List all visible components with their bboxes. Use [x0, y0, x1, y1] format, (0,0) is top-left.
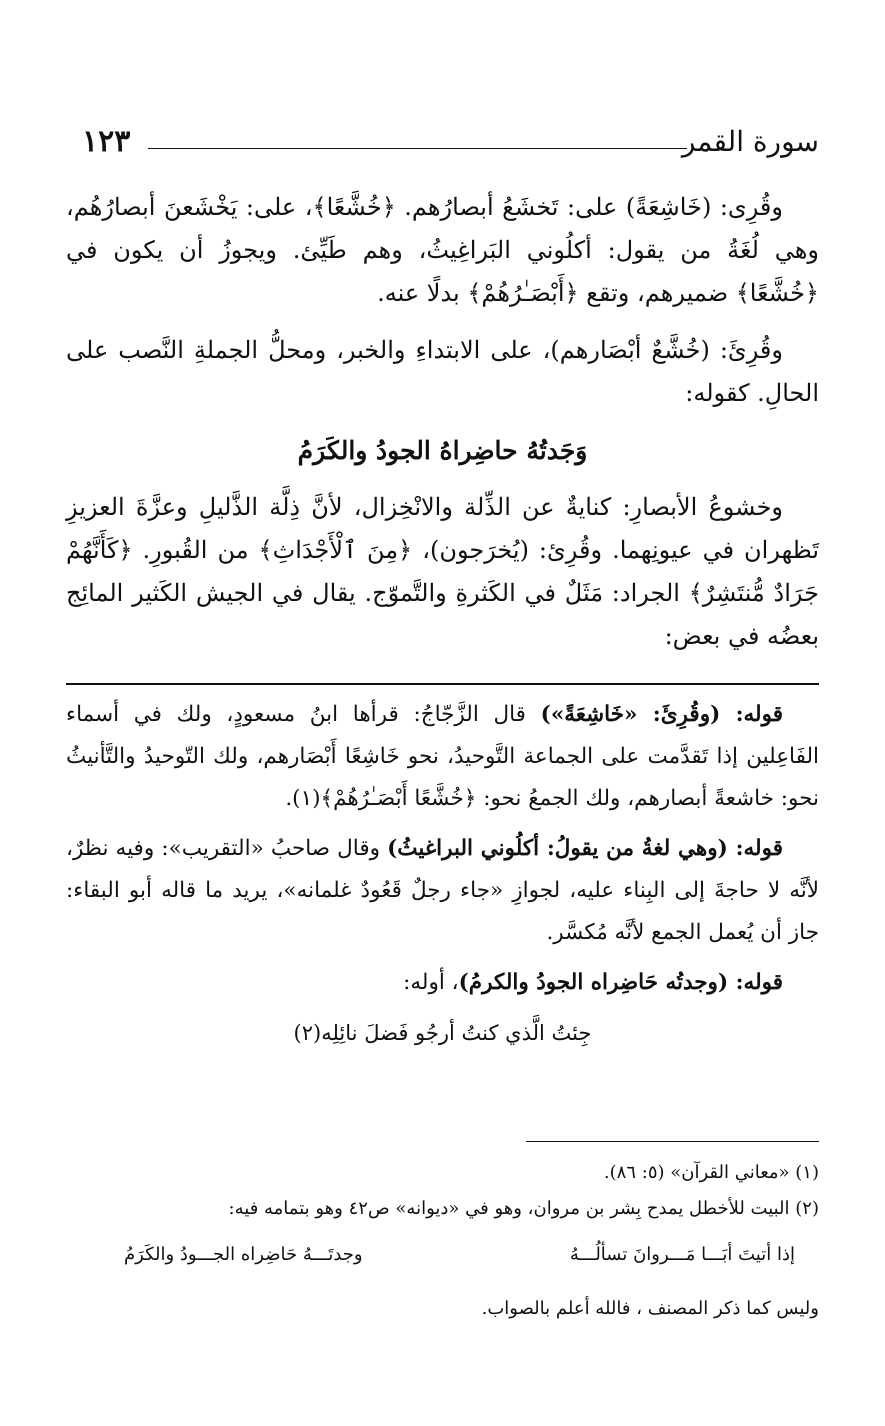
surah-title: سورة القمر [681, 125, 819, 158]
commentary-body-2: وقال صاحبُ «التقريب»: وفيه نظرٌ، لأنَّه لا حاجةَ إلى البِناء عليه، لجوازِ «جاء رجلٌ قَعُودٌ غلمانه»، يريد ما قاله أبو البقاء: جاز أن يُعمل الجمع لأنَّه مُكسَّر. [66, 836, 819, 945]
commentary-paragraph-2 [66, 828, 819, 954]
footnote-closing: وليس كما ذكر المصنف ، فالله أعلم بالصواب. [481, 1298, 819, 1319]
commentary-lead-2: قوله: (وهي لغةُ من يقولُ: أكلُوني البراغيثُ) [387, 836, 783, 861]
commentary-lead-3: قوله: (وجدتُه حَاضِراه الجودُ والكرمُ) [458, 970, 783, 995]
header-rule [148, 148, 687, 149]
main-paragraph-1: وقُرِى: (خَاشِعَةً) على: تَخشَعُ أبصارُهم. ﴿خُشَّعًا﴾، على: يَخْشَعنَ أبصارُهُم، وهي لُغَةُ من يقول: أكلُوني البَراغِيثُ، وهم طَيِّئ. ويجوزُ أن يكون في ﴿خُشَّعًا﴾ ضميرهم، وتقع ﴿أَبْصَـٰرُهُمْ﴾ بدلًا عنه. [66, 193, 819, 307]
quoted-verse: وَجَدتُهُ حاضِراهُ الجودُ والكَرَمُ [297, 436, 588, 465]
commentary-body-3: ، أوله: [403, 970, 459, 995]
commentary [66, 694, 819, 1054]
footnote-verse-second-hemistich: وجدتَـــهُ حَاضِراه الجـــودُ والكَرَمُ [124, 1244, 363, 1265]
main-paragraph-2: وقُرِئَ: (خُشَّعٌ أبْصَارهم)، على الابتداءِ والخبر، ومحلُّ الجملةِ النَّصب على الحالِ. كقوله: [66, 336, 819, 407]
footnote-verse [66, 1227, 819, 1283]
footnote-rule [526, 1141, 819, 1142]
commentary-body-1: قال الزَّجّاجُ: قرأها ابنُ مسعودٍ، ولك في أسماء الفَاعِلين إذا تَقدَّمت على الجماعة التَّوحيدُ، نحو خَاشِعًا أَبْصَارهم، ولك التّوحيدُ والتَّأنيثُ نحو: خاشعةً أبصارهم، ولك الجمعُ نحو: ﴿خُشَّعًا أَبْصَـٰرُهُمْ﴾(١). [66, 702, 819, 811]
page-number: ١٢٣ [82, 124, 131, 159]
footnote-verse-first-hemistich: إذا أتيتَ أبَـــا مَـــروانَ تسألُـــهُ [569, 1244, 795, 1265]
poem-line: جِئتُ الَّذي كنتُ أرجُو فَضلَ نائِلِه(٢) [293, 1021, 592, 1045]
footnote-1: (١) «معاني القرآن» (٥: ٨٦). [603, 1162, 819, 1183]
commentary-paragraph-3 [66, 962, 819, 1004]
commentary-lead-1: قوله: (وقُرِئَ: «خَاشِعَةً») [540, 702, 783, 727]
text-separator [66, 683, 819, 685]
page-header [82, 122, 819, 162]
commentary-paragraph-1 [66, 694, 819, 820]
footnotes [66, 1155, 819, 1327]
footnote-2: (٢) البيت للأخطل يمدح بِشر بن مروان، وهو في «ديوانه» ص٤٢ وهو بتمامه فيه: [228, 1198, 819, 1219]
main-paragraph-3: وخشوعُ الأبصارِ: كنايةٌ عن الذِّلة والانْخِزال، لأنَّ ذِلَّة الذَّليلِ وعزَّةَ العزيزِ تَظهران في عيونِهما. وقُرِئ: (يُخرَجون)، ﴿مِنَ ٱلْأَجْدَاثِ﴾ من القُبورِ. ﴿كَأَنَّهُمْ جَرَادٌ مُّنتَشِرٌ﴾ الجراد: مَثَلٌ في الكَثرةِ والتَّموّج. يقال في الجيش الكَثير المائِج بعضُه في بعض: [66, 493, 819, 650]
main-text [66, 186, 819, 672]
